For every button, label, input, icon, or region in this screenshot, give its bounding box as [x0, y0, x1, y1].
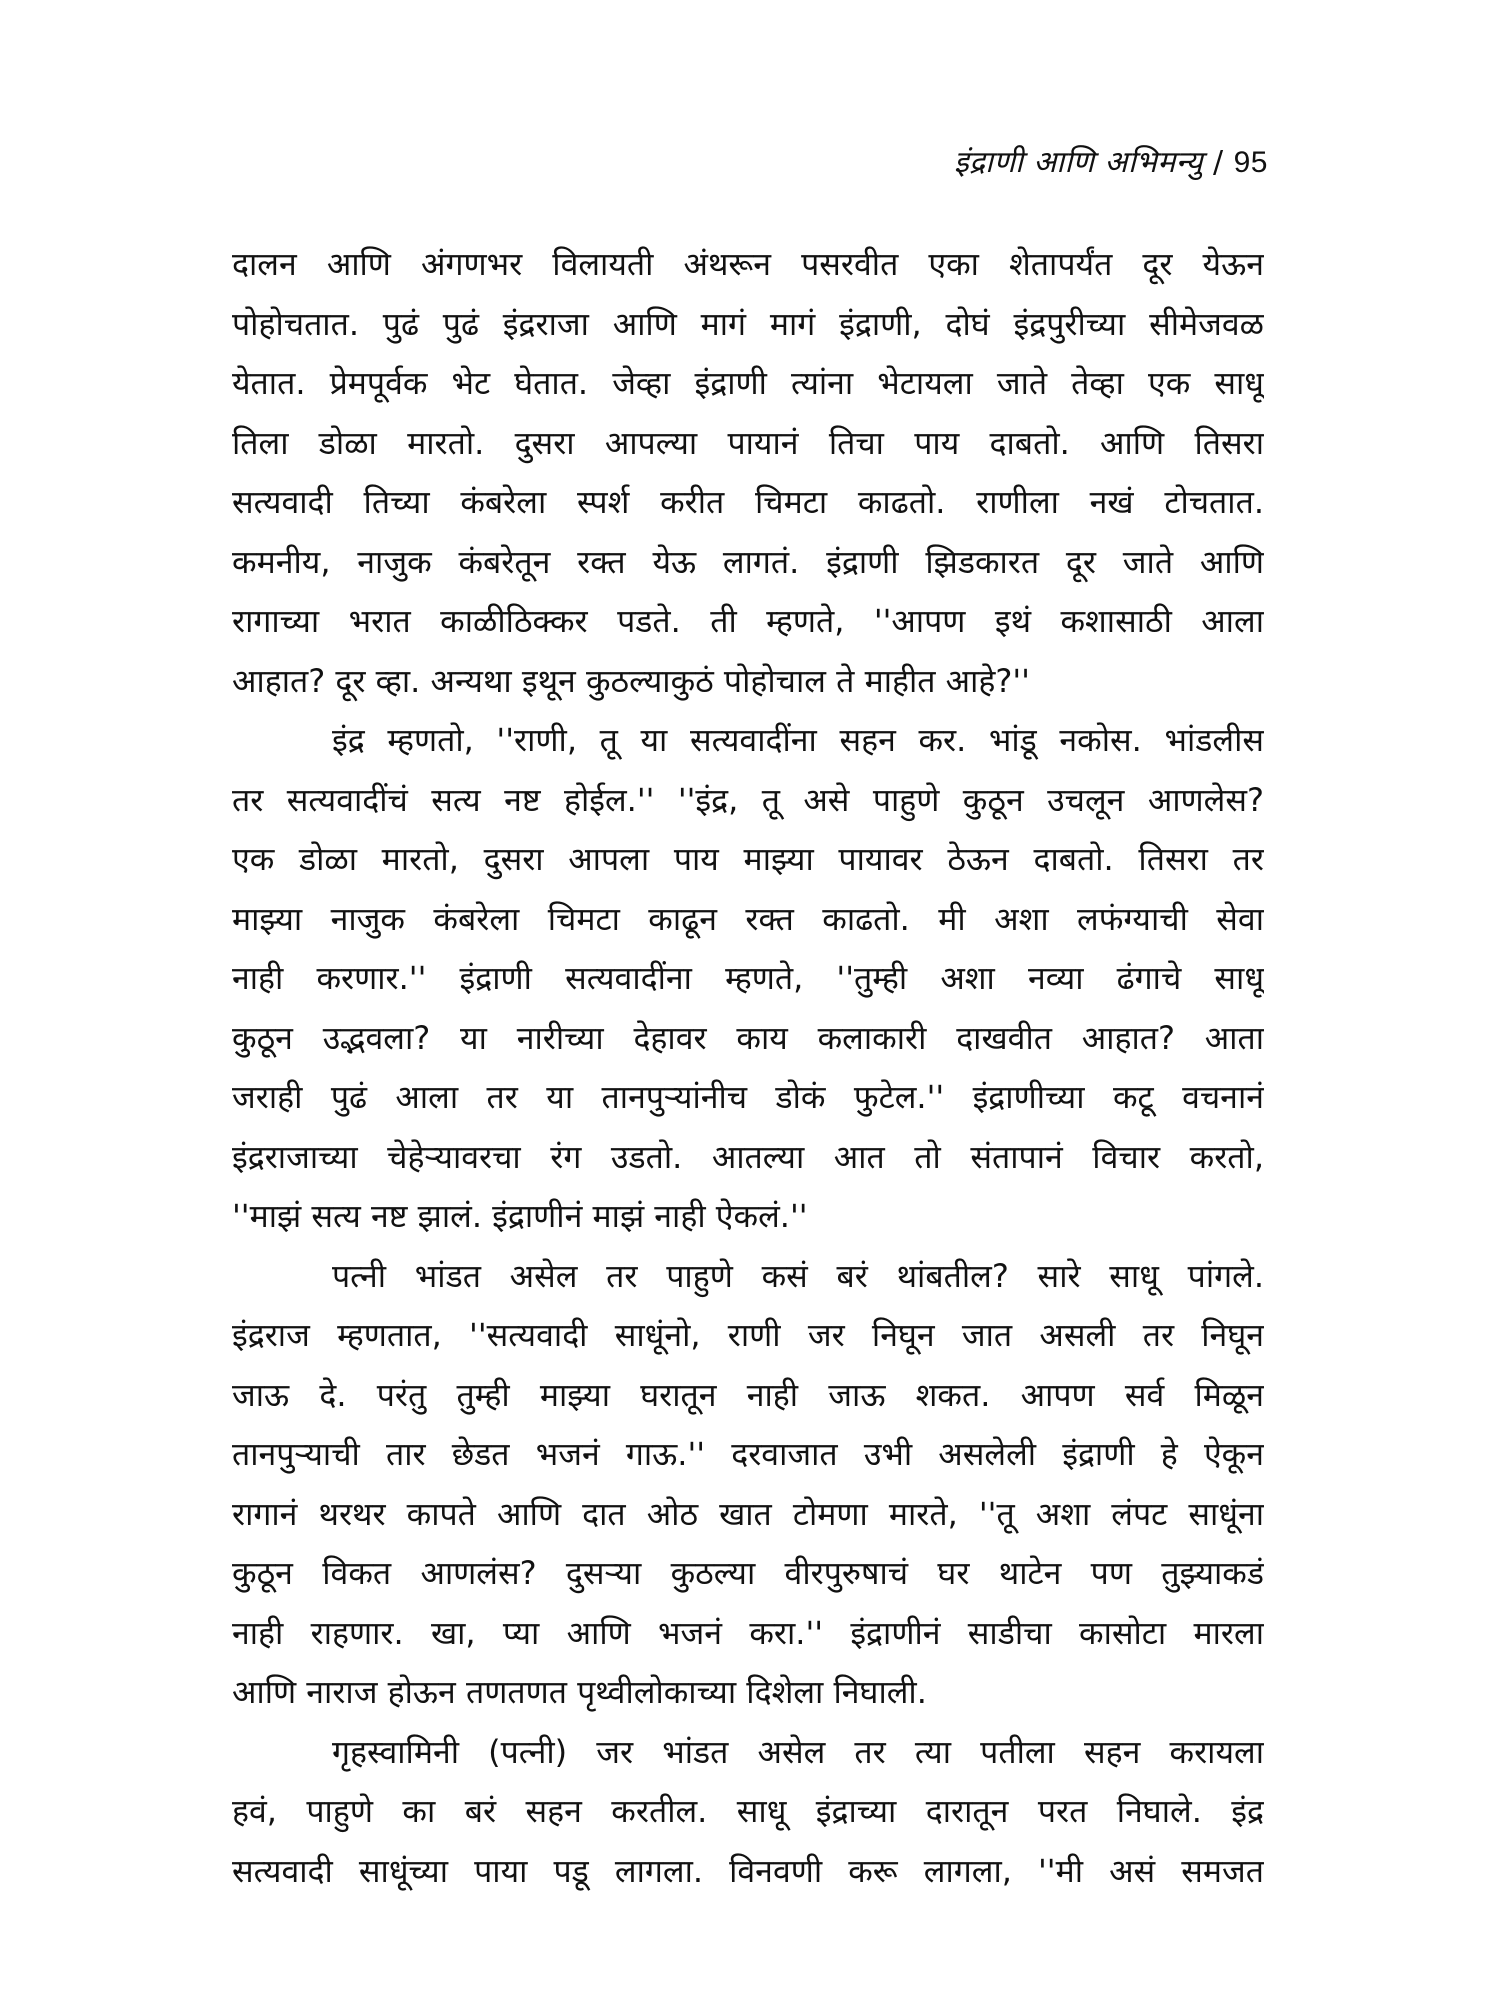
text-line: येतात. प्रेमपूर्वक भेट घेतात. जेव्हा इंद्राणी त्यांना भेटायला जाते तेव्हा एक साधू	[232, 364, 1264, 402]
header-separator: /	[1213, 145, 1224, 180]
running-header	[954, 140, 1268, 181]
text-line: जाऊ दे. परंतु तुम्ही माझ्या घरातून नाही जाऊ शकत. आपण सर्व मिळून	[232, 1375, 1264, 1414]
text-line: इंद्रराज म्हणतात, ''सत्यवादी साधूंनो, राणी जर निघून जात असली तर निघून	[232, 1316, 1264, 1354]
text-line: पोहोचतात. पुढं पुढं इंद्रराजा आणि मागं मागं इंद्राणी, दोघं इंद्रपुरीच्या सीमेजवळ	[232, 304, 1264, 343]
text-line: रागाच्या भरात काळीठिक्कर पडते. ती म्हणते, ''आपण इथं कशासाठी आला	[232, 602, 1264, 640]
text-line: गृहस्वामिनी (पत्नी) जर भांडत असेल तर त्या पतीला सहन करायला	[332, 1732, 1264, 1771]
text-line: जराही पुढं आला तर या तानपुऱ्यांनीच डोकं फुटेल.'' इंद्राणीच्या कटू वचनानं	[232, 1078, 1264, 1116]
text-line: कुठून उद्भवला? या नारीच्या देहावर काय कलाकारी दाखवीत आहात? आता	[232, 1018, 1264, 1057]
paragraph	[232, 1723, 1264, 1902]
text-line: नाही करणार.'' इंद्राणी सत्यवादींना म्हणते, ''तुम्ही अशा नव्या ढंगाचे साधू	[232, 959, 1264, 997]
text-line: नाही राहणार. खा, प्या आणि भजनं करा.'' इंद्राणीनं साडीचा कासोटा मारला	[232, 1613, 1264, 1652]
paragraph	[232, 711, 1264, 1247]
text-line: तर सत्यवादींचं सत्य नष्ट होईल.'' ''इंद्र, तू असे पाहुणे कुठून उचलून आणलेस?	[232, 780, 1264, 819]
paragraph	[232, 1247, 1264, 1723]
text-line: सत्यवादी साधूंच्या पाया पडू लागला. विनवणी करू लागला, ''मी असं समजत	[232, 1851, 1264, 1890]
body-text	[232, 235, 1264, 1901]
text-line: एक डोळा मारतो, दुसरा आपला पाय माझ्या पायावर ठेऊन दाबतो. तिसरा तर	[232, 840, 1264, 878]
text-line: इंद्र म्हणतो, ''राणी, तू या सत्यवादींना सहन कर. भांडू नकोस. भांडलीस	[332, 721, 1264, 759]
text-line: कमनीय, नाजुक कंबरेतून रक्त येऊ लागतं. इंद्राणी झिडकारत दूर जाते आणि	[232, 542, 1264, 581]
text-line: ''माझं सत्य नष्ट झालं. इंद्राणीनं माझं नाही ऐकलं.''	[232, 1197, 808, 1235]
text-line: आहात? दूर व्हा. अन्यथा इथून कुठल्याकुठं पोहोचाल ते माहीत आहे?''	[232, 661, 1030, 700]
text-line: कुठून विकत आणलंस? दुसऱ्या कुठल्या वीरपुरुषाचं घर थाटेन पण तुझ्याकडं	[232, 1554, 1264, 1592]
text-line: पत्नी भांडत असेल तर पाहुणे कसं बरं थांबतील? सारे साधू पांगले.	[332, 1256, 1264, 1295]
text-line: इंद्रराजाच्या चेहेऱ्यावरचा रंग उडतो. आतल्या आत तो संतापानं विचार करतो,	[232, 1137, 1264, 1176]
text-line: सत्यवादी तिच्या कंबरेला स्पर्श करीत चिमटा काढतो. राणीला नखं टोचतात.	[232, 483, 1264, 521]
text-line: आणि नाराज होऊन तणतणत पृथ्वीलोकाच्या दिशेला निघाली.	[232, 1673, 927, 1711]
text-line: हवं, पाहुणे का बरं सहन करतील. साधू इंद्राच्या दारातून परत निघाले. इंद्र	[232, 1792, 1264, 1830]
text-line: रागानं थरथर कापते आणि दात ओठ खात टोमणा मारते, ''तू अशा लंपट साधूंना	[232, 1494, 1264, 1533]
text-line: तिला डोळा मारतो. दुसरा आपल्या पायानं तिचा पाय दाबतो. आणि तिसरा	[232, 423, 1264, 462]
text-line: माझ्या नाजुक कंबरेला चिमटा काढून रक्त काढतो. मी अशा लफंग्याची सेवा	[232, 899, 1264, 938]
page-number: 95	[1233, 146, 1268, 179]
text-line: दालन आणि अंगणभर विलायती अंथरून पसरवीत एका शेतापर्यंत दूर येऊन	[232, 245, 1264, 283]
paragraph	[232, 235, 1264, 711]
text-line: तानपुऱ्याची तार छेडत भजनं गाऊ.'' दरवाजात उभी असलेली इंद्राणी हे ऐकून	[232, 1435, 1264, 1473]
running-title: इंद्राणी आणि अभिमन्यु	[953, 145, 1204, 180]
